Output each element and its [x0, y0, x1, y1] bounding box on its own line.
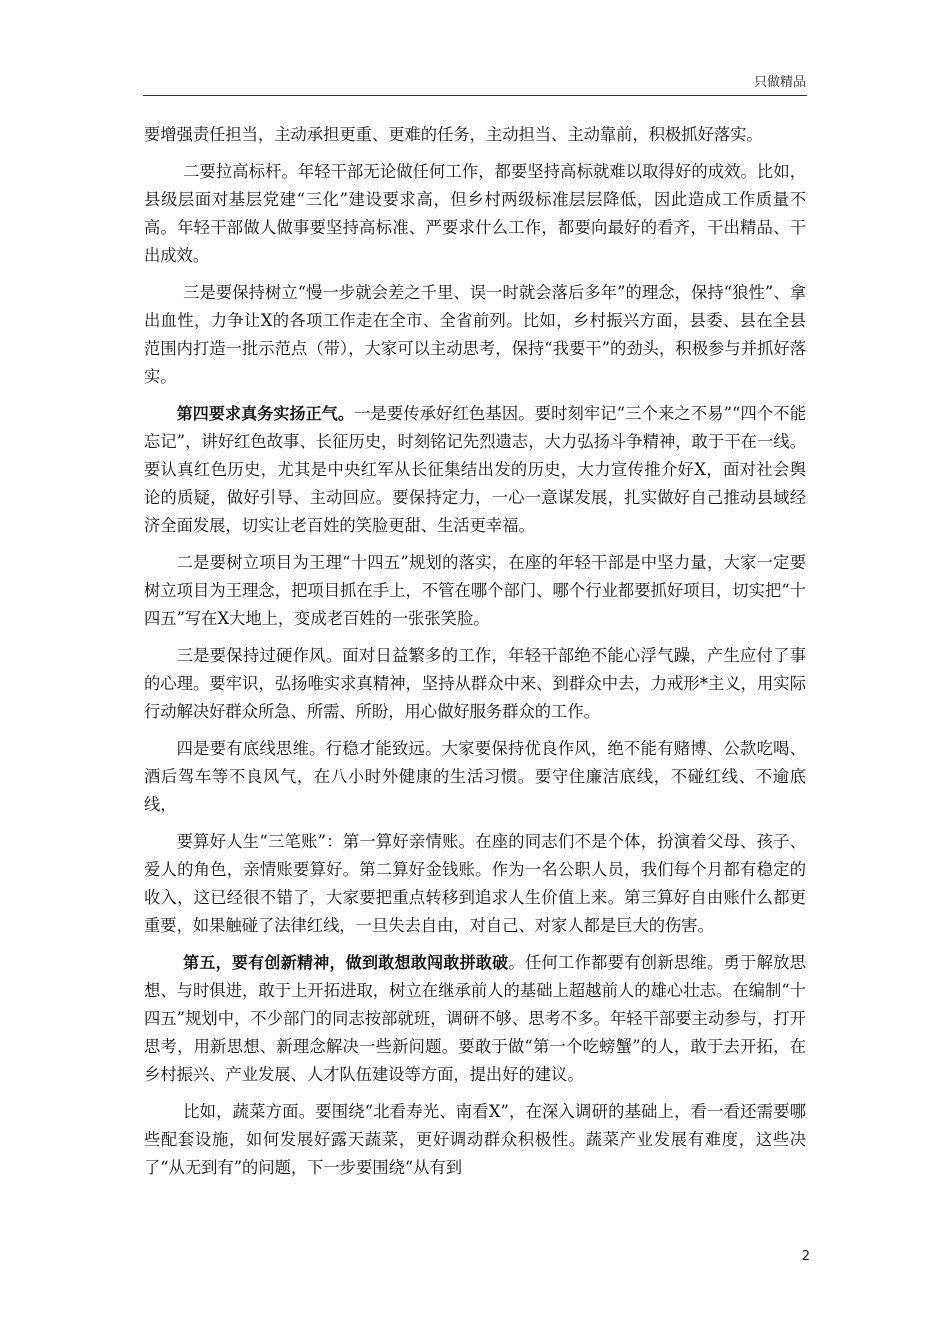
- paragraph-6: 三是要保持过硬作风。面对日益繁多的工作，年轻干部绝不能心浮气躁，产生应付了事的心理。要牢识，弘扬唯实求真精神，坚持从群众中来、到群众中去，力戒形*主义，用实际行动解决好群众所急、所需、所盼，用心做好服务群众的工作。: [144, 646, 806, 721]
- document-body: [144, 121, 806, 1191]
- header-divider: [143, 95, 807, 96]
- paragraph-8: 要算好人生“三笔账”：第一算好亲情账。在座的同志们不是个体，扮演着父母、孩子、爱人的角色，亲情账要算好。第二算好金钱账。作为一名公职人员，我们每个月都有稳定的收入，这已经很不错了，大家要把重点转移到追求人生价值上来。第三算好自由账什么都更重要，如果触碰了法律红线，一旦失去自由，对自己、对家人都是巨大的伤害。: [144, 832, 806, 935]
- section-heading-5: 第五，要有创新精神，做到敢想敢闯敢拼敢破: [183, 953, 509, 972]
- page-number: 2: [801, 1249, 810, 1264]
- paragraph-4: 第四要求真务实扬正气。一是要传承好红色基因。要时刻牢记“三个来之不易”“四个不能忘记”，讲好红色故事、长征历史，时刻铭记先烈遗志，大力弘扬斗争精神，敢于干在一线。要认真红色历史，尤其是中央红军从长征集结出发的历史，大力宣传推介好X，面对社会舆论的质疑，做好引导、主动回应。要保持定力，一心一意谋发展，扎实做好自己推动县域经济全面发展，切实让老百姓的笑脸更甜、生活更幸福。: [144, 404, 806, 535]
- paragraph-1: 要增强责任担当，主动承担更重、更难的任务，主动担当、主动靠前，积极抓好落实。: [144, 125, 763, 144]
- paragraph-9: 第五，要有创新精神，做到敢想敢闯敢拼敢破。任何工作都要有创新思维。勇于解放思想、与时俱进，敢于上开拓进取，树立在继承前人的基础上超越前人的雄心壮志。在编制“十四五”规划中，不少部门的同志按部就班，调研不够、思考不多。年轻干部要主动参与，打开思考，用新思想、新理念解决一些新问题。要敢于做“第一个吃螃蟹”的人，敢于去开拓，在乡村振兴、产业发展、人才队伍建设等方面，提出好的建议。: [144, 953, 806, 1084]
- section-heading-4: 第四要求真务实扬正气。: [176, 404, 355, 423]
- paragraph-2: 二要拉高标杆。年轻干部无论做任何工作，都要坚持高标就难以取得好的成效。比如，县级层面对基层党建“三化”建设要求高，但乡村两级标准层层降低，因此造成工作质量不高。年轻干部做人做事要坚持高标准、严要求什么工作，都要向最好的看齐，干出精品、干出成效。: [144, 162, 806, 265]
- paragraph-5: 二是要树立项目为王理“十四五”规划的落实，在座的年轻干部是中坚力量，大家一定要树立项目为王理念，把项目抓在手上，不管在哪个部门、哪个行业都要抓好项目，切实把“十四五”写在X大地上，变成老百姓的一张张笑脸。: [144, 553, 806, 628]
- paragraph-3: 三是要保持树立“慢一步就会差之千里、误一时就会落后多年”的理念，保持“狼性”、拿出血性，力争让X的各项工作走在全市、全省前列。比如，乡村振兴方面，县委、县在全县范围内打造一批示范点（带），大家可以主动思考，保持“我要干”的劲头，积极参与并抓好落实。: [144, 283, 806, 386]
- paragraph-10: 比如，蔬菜方面。要围绕“北看寿光、南看X”，在深入调研的基础上，看一看还需要哪些配套设施，如何发展好露天蔬菜，更好调动群众积极性。蔬菜产业发展有难度，这些决了“从无到有”的问题，下一步要围绕“从有到: [144, 1102, 806, 1177]
- header-text: 只做精品: [753, 75, 806, 90]
- paragraph-7: 四是要有底线思维。行稳才能致远。大家要保持优良作风，绝不能有赌博、公款吃喝、酒后驾车等不良风气，在八小时外健康的生活习惯。要守住廉洁底线，不碰红线、不逾底线，: [144, 739, 806, 814]
